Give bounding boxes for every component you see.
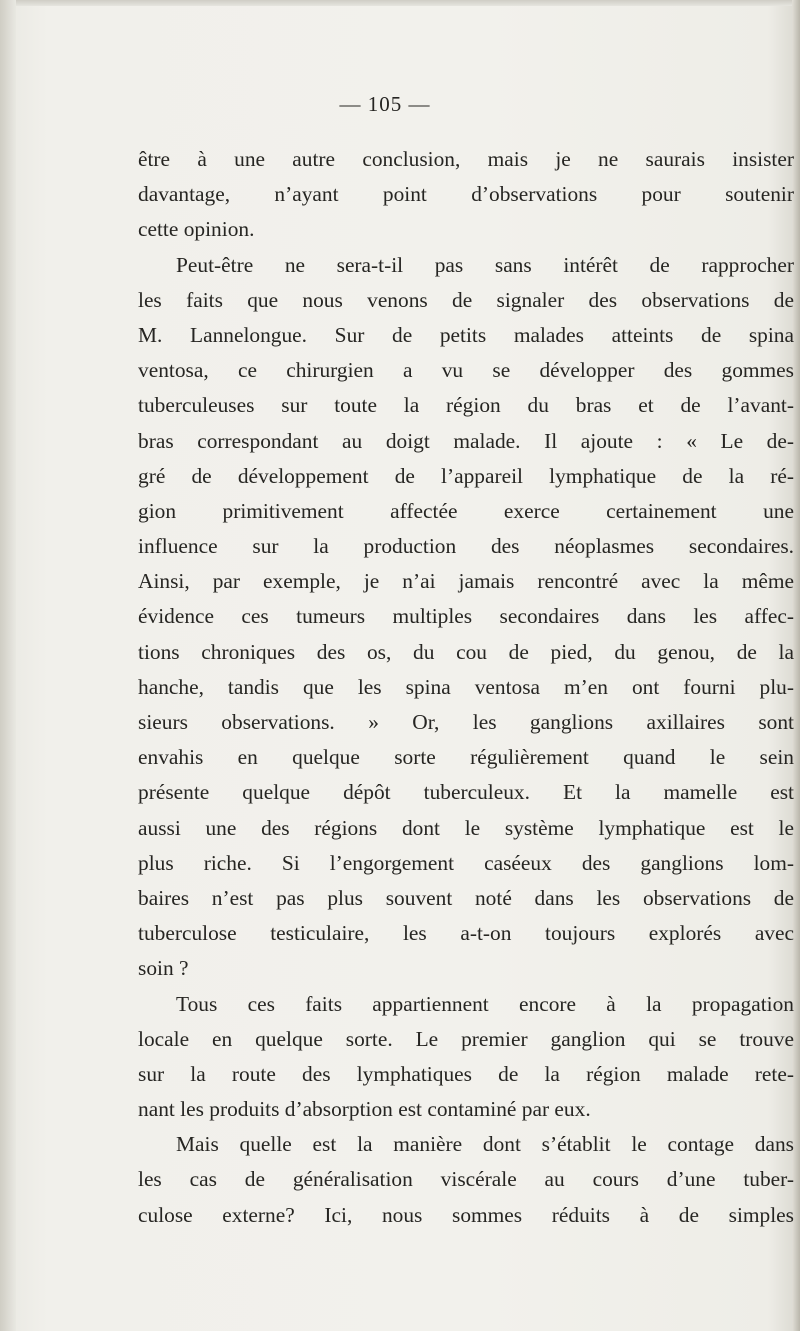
- text-line: sieurs observations. » Or, les ganglions axillaires sont: [138, 710, 794, 734]
- text-line: évidence ces tumeurs multiples secondaires dans les affec-: [138, 604, 794, 629]
- text-line: M. Lannelongue. Sur de petits malades atteints de spina: [138, 322, 794, 347]
- text-line: Mais quelle est la manière dont s’établit le contage dans: [176, 1132, 794, 1157]
- text-line: davantage, n’ayant point d’observations pour soutenir: [138, 182, 794, 207]
- text-line: aussi une des régions dont le système lymphatique est le: [138, 815, 794, 840]
- text-line: envahis en quelque sorte régulièrement quand le sein: [138, 745, 794, 770]
- text-line: tuberculeuses sur toute la région du bras et de l’avant-: [138, 393, 794, 418]
- text-line: culose externe? Ici, nous sommes réduits à de simples: [138, 1202, 794, 1227]
- text-line: baires n’est pas plus souvent noté dans les observations de: [138, 885, 794, 910]
- text-line: tions chroniques des os, du cou de pied, du genou, de la: [138, 639, 794, 664]
- page-left-edge: [0, 0, 16, 1331]
- page-top-edge: [0, 0, 800, 6]
- page-number: — 105 —: [339, 92, 431, 116]
- text-line: cette opinion.: [138, 217, 255, 242]
- text-line: locale en quelque sorte. Le premier ganglion qui se trouve: [138, 1026, 794, 1051]
- body-text: [138, 142, 794, 1233]
- text-line: hanche, tandis que les spina ventosa m’en ont fourni plu-: [138, 674, 794, 699]
- text-line: influence sur la production des néoplasmes secondaires.: [138, 534, 794, 559]
- text-line: tuberculose testiculaire, les a-t-on toujours explorés avec: [138, 921, 794, 946]
- text-line: Peut-être ne sera-t-il pas sans intérêt de rapprocher: [176, 252, 794, 277]
- text-line: bras correspondant au doigt malade. Il ajoute : « Le de-: [138, 428, 794, 453]
- text-line: présente quelque dépôt tuberculeux. Et la mamelle est: [138, 780, 794, 805]
- text-line: Ainsi, par exemple, je n’ai jamais rencontré avec la même: [138, 569, 794, 594]
- text-line: les cas de généralisation viscérale au cours d’une tuber-: [138, 1167, 794, 1192]
- text-line: soin ?: [138, 956, 189, 981]
- text-line: plus riche. Si l’engorgement caséeux des ganglions lom-: [138, 850, 794, 875]
- text-line: être à une autre conclusion, mais je ne saurais insister: [138, 147, 794, 171]
- text-line: Tous ces faits appartiennent encore à la propagation: [176, 991, 794, 1016]
- text-line: gion primitivement affectée exerce certainement une: [138, 498, 794, 523]
- text-line: ventosa, ce chirurgien a vu se développer des gommes: [138, 358, 794, 383]
- text-line: gré de développement de l’appareil lymphatique de la ré-: [138, 463, 794, 488]
- text-line: nant les produits d’absorption est contaminé par eux.: [138, 1097, 591, 1122]
- text-line: les faits que nous venons de signaler des observations de: [138, 287, 794, 312]
- text-line: sur la route des lymphatiques de la région malade rete-: [138, 1061, 794, 1086]
